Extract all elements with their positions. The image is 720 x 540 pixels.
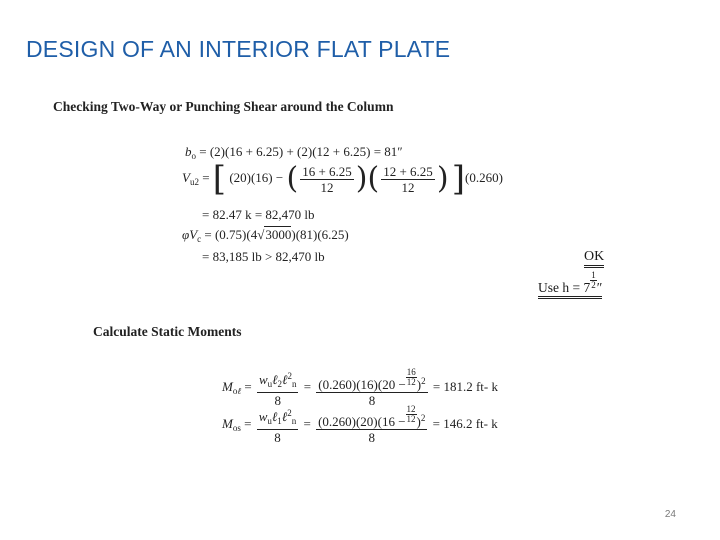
equation-mos: $M_{os}$ = $\frac{w_u\ell_1\ell^2_n}{8}$ = (0.260)(20)(16 − $\frac{12}{12}$ )$^2$ 8 = 146.2 ft- k: [222, 404, 498, 445]
mol-den-right: 8: [368, 393, 376, 408]
equation-vu2-result: = 82.47 k = 82,470 lb: [202, 207, 315, 222]
section-heading-punching-shear: Checking Two-Way or Punching Shear around the Column: [53, 99, 394, 114]
mos-small-num: 12: [406, 404, 416, 414]
equation-vu2-part1: (20)(16) −: [229, 169, 284, 185]
equation-vu2-tail: (0.260): [465, 169, 503, 185]
page-number: 24: [664, 509, 676, 520]
equation-phivc-rhs-pre: = (0.75)(4: [204, 227, 258, 242]
use-frac-den: 2: [591, 280, 596, 290]
mos-num-top: (0.260)(20)(16 −: [318, 414, 406, 429]
slide-title: DESIGN OF AN INTERIOR FLAT PLATE: [26, 36, 451, 62]
equation-mol: $M_{o\ell}$ = $\frac{w_u\ell_2\ell^2_n}{8}$ = (0.260)(16)(20 − $\frac{16}{12}$ )$^2$ 8 = 181.2 ft- k: [222, 367, 498, 408]
fraction-a-denominator: 12: [320, 179, 334, 195]
ok-label: OK: [584, 249, 604, 268]
fraction-a-numerator: 16 + 6.25: [302, 163, 352, 179]
mol-close: ): [416, 377, 422, 392]
mos-den-right: 8: [368, 430, 375, 445]
equation-phivc-sqrt: 3000: [265, 227, 292, 242]
equation-bo: $b_o = (2)(16 + 6.25) + (2)(12 + 6.25) = 81''$: [185, 144, 403, 161]
equation-bo-rhs: = (2)(16 + 6.25) + (2)(12 + 6.25) = 81″: [199, 144, 403, 159]
equation-phivc-rhs-post: )(81)(6.25): [291, 227, 349, 242]
use-thickness-label: [538, 271, 602, 299]
use-frac-num: 1: [591, 270, 596, 280]
mol-num-top: (0.260)(16)(20 −: [318, 377, 406, 392]
equation-mos-result: = 146.2 ft- k: [432, 415, 498, 431]
mos-den-left: 8: [274, 429, 281, 445]
fraction-b-numerator: 12 + 6.25: [383, 163, 433, 179]
mos-close: ): [416, 414, 421, 429]
mol-small-den: 12: [406, 377, 416, 387]
use-unit: ″: [596, 280, 603, 295]
use-thickness-text: Use h = 7: [538, 280, 591, 295]
mol-den-left: 8: [274, 392, 281, 408]
equation-phivc: $\varphi V_c = (0.75)(4√3000)(81)(6.25)$: [182, 227, 349, 244]
equation-phivc-result: = 83,185 lb > 82,470 lb: [202, 249, 325, 264]
equation-vu2: $V_{u2}$ = [ (20)(16) − ( $\frac{16 + 6.25}{12}$ )( $\frac{12 + 6.25}{12}$ ) ](0.260): [182, 159, 503, 199]
mos-small-den: 12: [406, 414, 416, 424]
equation-mol-result: = 181.2 ft- k: [432, 378, 498, 394]
fraction-b-denominator: 12: [401, 179, 415, 195]
mol-small-num: 16: [406, 367, 416, 377]
section-heading-static-moments: Calculate Static Moments: [93, 324, 242, 339]
